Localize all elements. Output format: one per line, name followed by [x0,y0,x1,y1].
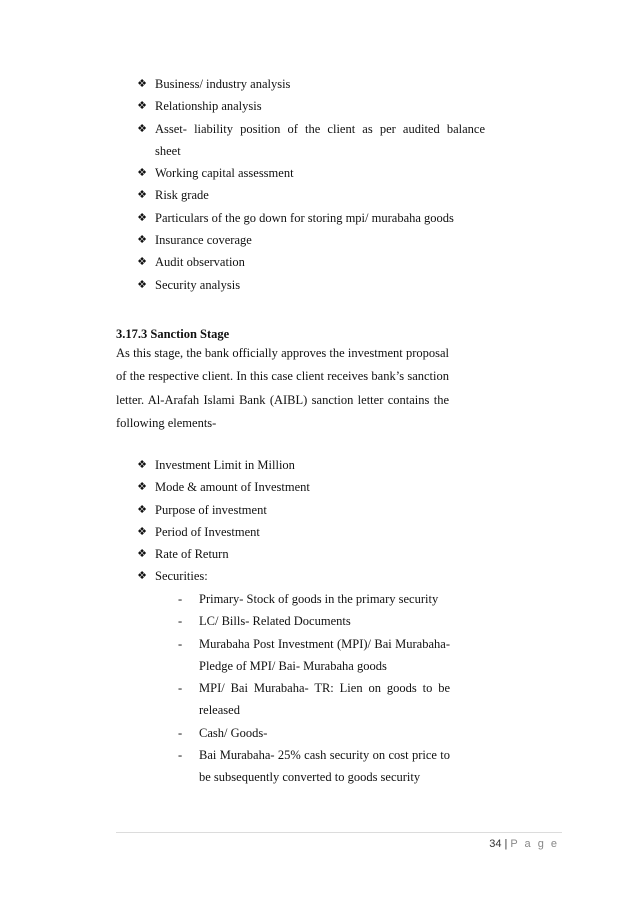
diamond-bullet-icon: ❖ [137,166,147,180]
dash-bullet-icon: - [178,681,183,696]
page-label: P a g e [510,838,559,850]
diamond-bullet-icon: ❖ [137,77,147,90]
list-item-text: Working capital assessment [155,166,294,181]
section-paragraph: As this stage, the bank officially approves the investment proposal of the respective client. In this case client receives bank’s sanction letter. Al-Arafah Islami Bank (AIBL) sanction letter contains the following elements- [116,346,449,430]
diamond-bullet-icon: ❖ [137,99,147,113]
list-item-text: Mode & amount of Investment [155,480,310,495]
list-item-text: Period of Investment [155,524,260,539]
dash-bullet-icon: - [178,592,183,606]
sub-list-item-text: Bai Murabaha- 25% cash security on cost price to be subsequently converted to goods security [199,748,450,785]
list-item-text: Security analysis [155,277,241,292]
list-item-text: Investment Limit in Million [155,458,295,472]
sub-list-item-text: LC/ Bills- Related Documents [199,614,351,629]
diamond-bullet-icon: ❖ [137,480,147,494]
page-number: 34 [489,838,502,850]
list-item-text: Business/ industry analysis [155,77,291,91]
list-item-text: Risk grade [155,188,209,203]
diamond-bullet-icon: ❖ [137,210,147,224]
dash-bullet-icon: - [178,725,183,740]
diamond-bullet-icon: ❖ [137,188,147,202]
sub-list-item [178,722,450,744]
list-item [135,521,455,543]
list-item-text: Asset- liability position of the client as per audited balance sheet [155,121,486,158]
sub-list-item-text: Murabaha Post Investment (MPI)/ Bai Murabaha- Pledge of MPI/ Bai- Murabaha goods [199,636,450,673]
footer-divider [116,832,562,833]
list-item [135,454,455,476]
sanction-elements-list [135,454,455,588]
sub-list-item [178,610,450,632]
diamond-bullet-icon: ❖ [137,277,147,291]
list-item-text: Securities: [155,569,208,584]
sub-list-item-text: MPI/ Bai Murabaha- TR: Lien on goods to be released [199,681,450,718]
list-item [135,118,485,163]
list-item [135,251,485,273]
list-item [135,73,485,95]
list-item-text: Relationship analysis [155,99,262,114]
list-item [135,207,485,229]
list-item-text: Rate of Return [155,547,229,562]
dash-bullet-icon: - [178,748,183,763]
list-item-text: Purpose of investment [155,502,267,517]
list-item-text: Insurance coverage [155,233,252,248]
list-item [135,499,455,521]
diamond-bullet-icon: ❖ [137,547,147,561]
diamond-bullet-icon: ❖ [137,233,147,247]
diamond-bullet-icon: ❖ [137,502,147,516]
list-item-text: Audit observation [155,255,245,270]
list-item [135,565,455,587]
sub-list-item [178,633,450,678]
list-item-text: Particulars of the go down for storing mpi/ murabaha goods [155,210,454,225]
sub-list-item [178,677,450,722]
list-item [135,95,485,117]
sub-list-item [178,744,450,789]
sub-list-item-text: Cash/ Goods- [199,725,268,740]
diamond-bullet-icon: ❖ [137,121,147,135]
list-item [135,274,485,296]
sub-list-item-text: Primary- Stock of goods in the primary security [199,592,439,606]
diamond-bullet-icon: ❖ [137,458,147,471]
list-item [135,543,455,565]
page-footer [489,838,559,850]
dash-bullet-icon: - [178,614,183,629]
diamond-bullet-icon: ❖ [137,255,147,269]
analysis-bullet-list [135,73,485,296]
list-item [135,162,485,184]
securities-sub-list [178,588,450,789]
section-heading: 3.17.3 Sanction Stage [116,327,230,341]
sub-list-item [178,588,450,610]
diamond-bullet-icon: ❖ [137,569,147,583]
footer-separator: | [504,838,508,850]
diamond-bullet-icon: ❖ [137,524,147,538]
list-item [135,184,485,206]
dash-bullet-icon: - [178,636,183,651]
list-item [135,229,485,251]
list-item [135,476,455,498]
